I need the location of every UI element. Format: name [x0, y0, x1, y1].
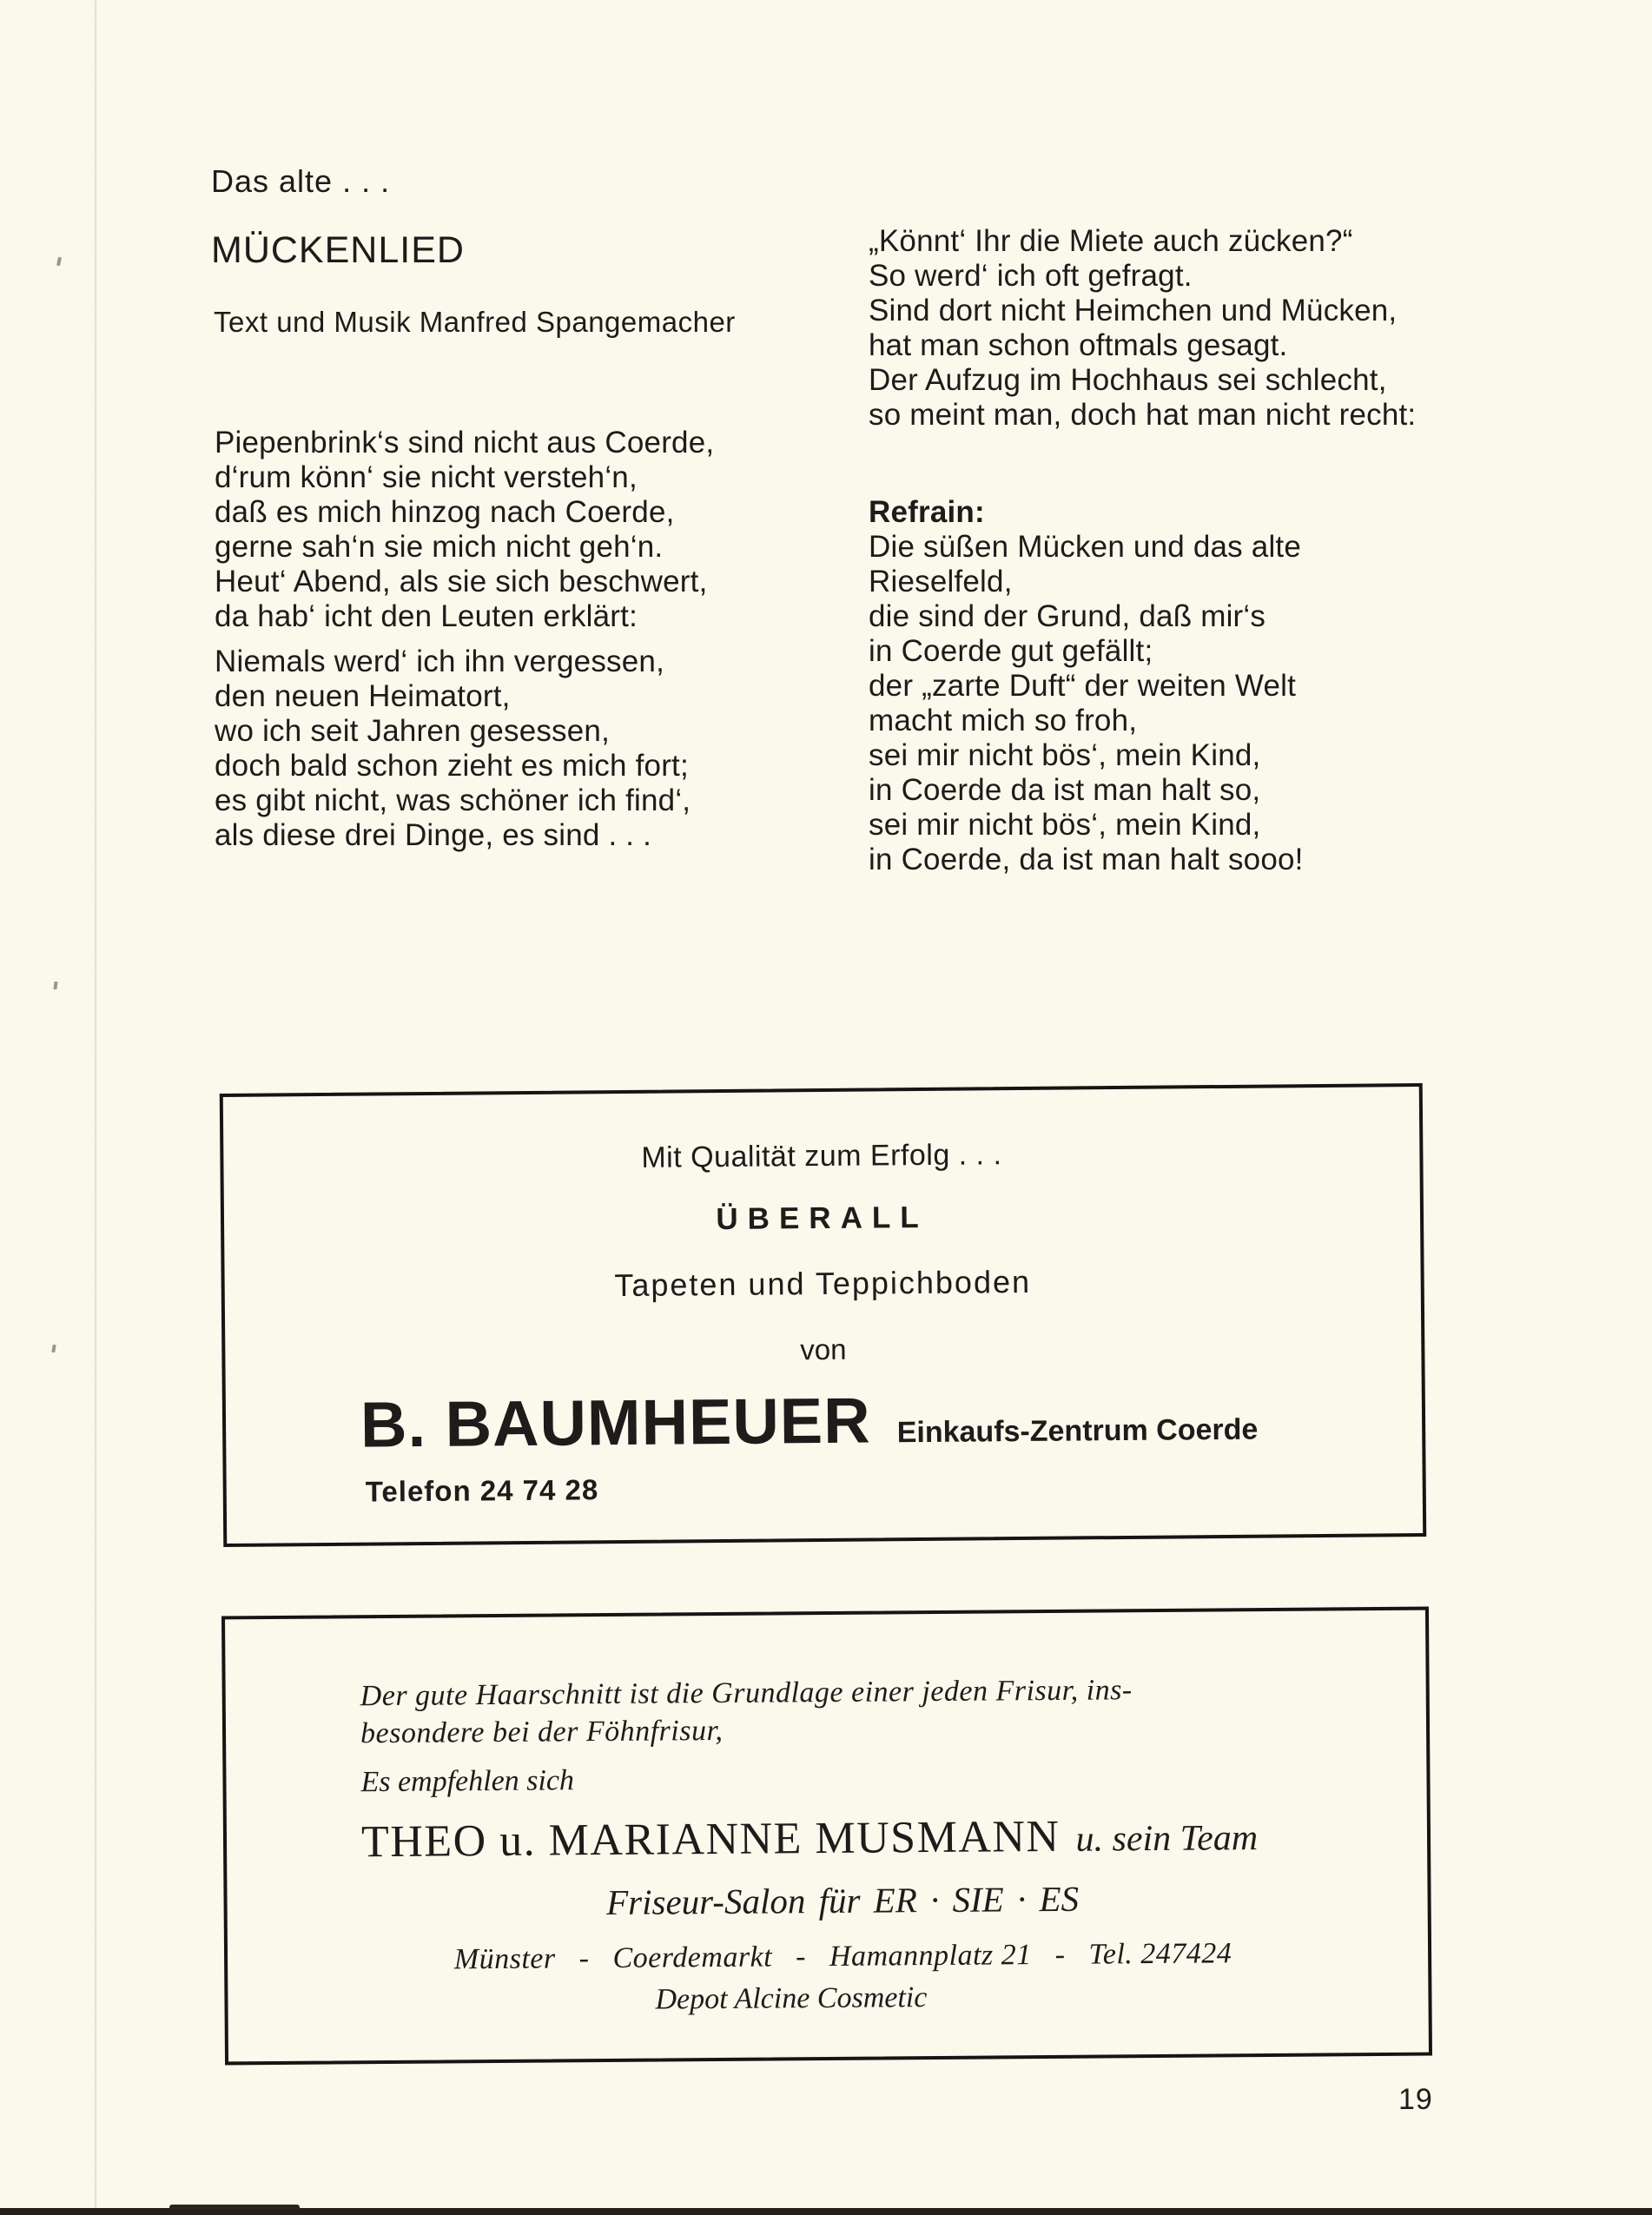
refrain-line: in Coerde gut gefällt; — [869, 634, 1153, 668]
verse-line: d‘rum könn‘ sie nicht versteh‘n, — [215, 460, 638, 494]
ad-owners-line — [361, 1809, 1323, 1868]
refrain-line: sei mir nicht bös‘, mein Kind, — [869, 808, 1261, 842]
ad-salon-line: Friseur-Salon für ER · SIE · ES — [605, 1878, 1080, 1922]
ad-tagline: Mit Qualität zum Erfolg . . . — [641, 1138, 1002, 1174]
verse-line: So werd‘ ich oft gefragt. — [869, 259, 1193, 293]
song-pretitle: Das alte . . . — [211, 163, 391, 199]
scan-speck — [53, 982, 57, 989]
verse-line: Heut‘ Abend, als sie sich beschwert, — [215, 565, 708, 598]
verse-3 — [869, 224, 1416, 433]
verse-line: gerne sah‘n sie mich nicht geh‘n. — [215, 530, 664, 564]
refrain-label: Refrain: — [869, 495, 985, 529]
verse-line: Der Aufzug im Hochhaus sei schlecht, — [869, 363, 1387, 397]
verse-line: Sind dort nicht Heimchen und Mücken, — [869, 294, 1398, 327]
ad-depot-line: Depot Alcine Cosmetic — [655, 1981, 928, 2016]
ad-owners: THEO u. MARIANNE MUSMANN — [360, 1811, 1061, 1868]
verse-line: wo ich seit Jahren gesessen, — [215, 714, 611, 748]
refrain-line: macht mich so froh, — [869, 704, 1138, 737]
verse-line: da hab‘ icht den Leuten erklärt: — [215, 599, 638, 633]
refrain-line: der „zarte Duft“ der weiten Welt — [869, 669, 1297, 703]
refrain-line: in Coerde, da ist man halt sooo! — [869, 843, 1304, 876]
verse-line: daß es mich hinzog nach Coerde, — [215, 495, 675, 529]
page-number: 19 — [1398, 2083, 1433, 2116]
verse-line: „Könnt‘ Ihr die Miete auch zücken?“ — [869, 224, 1353, 258]
verse-line: als diese drei Dinge, es sind . . . — [215, 818, 652, 852]
ad-musmann-box — [221, 1607, 1432, 2066]
ad-haircut-line-2: besondere bei der Föhnfrisur, — [360, 1714, 724, 1750]
page-crease — [94, 0, 97, 2215]
song-title: MÜCKENLIED — [211, 229, 465, 271]
ad-company-location: Einkaufs-Zentrum Coerde — [896, 1412, 1259, 1450]
verse-line: den neuen Heimatort, — [215, 679, 511, 713]
ad-baumheuer-box — [220, 1083, 1427, 1547]
refrain-line: Die süßen Mücken und das alte — [869, 530, 1302, 564]
ad-recommend-line: Es empfehlen sich — [360, 1764, 575, 1799]
verse-line: Niemals werd‘ ich ihn vergessen, — [215, 645, 665, 678]
refrain-line: in Coerde da ist man halt so, — [869, 773, 1261, 807]
verse-line: hat man schon oftmals gesagt. — [869, 328, 1288, 362]
scan-speck — [56, 257, 62, 267]
verse-line: es gibt nicht, was schöner ich find‘, — [215, 784, 691, 817]
verse-line: doch bald schon zieht es mich fort; — [215, 749, 689, 783]
ad-company-line — [226, 1379, 1423, 1463]
ad-company-name: B. BAUMHEUER — [360, 1384, 871, 1461]
refrain-line: die sind der Grund, daß mir‘s — [869, 599, 1266, 633]
scan-bottom-edge — [0, 2208, 1652, 2215]
ad-owners-suffix: u. sein Team — [1075, 1818, 1259, 1860]
ad-address-line: Münster - Coerdemarkt - Hamannplatz 21 - Tel. 247424 — [453, 1937, 1232, 1976]
ad-products: Tapeten und Teppichboden — [614, 1263, 1032, 1304]
refrain-line: sei mir nicht bös‘, mein Kind, — [869, 738, 1261, 772]
right-column — [869, 224, 1416, 877]
song-credit: Text und Musik Manfred Spangemacher — [214, 306, 736, 338]
verse-2 — [215, 645, 691, 853]
refrain — [869, 495, 1416, 877]
verse-line: Piepenbrink‘s sind nicht aus Coerde, — [215, 426, 715, 460]
scan-speck — [51, 1345, 56, 1353]
verse-line: so meint man, doch hat man nicht recht: — [869, 398, 1417, 432]
ad-phone: Telefon 24 74 28 — [365, 1473, 599, 1508]
refrain-line: Rieselfeld, — [869, 565, 1013, 598]
verse-1 — [215, 426, 714, 634]
ad-von: von — [800, 1332, 847, 1366]
ad-haircut-line-1: Der gute Haarschnitt ist die Grundlage einer jeden Frisur, ins- — [360, 1674, 1133, 1713]
ad-ueberall: ÜBERALL — [716, 1200, 928, 1237]
